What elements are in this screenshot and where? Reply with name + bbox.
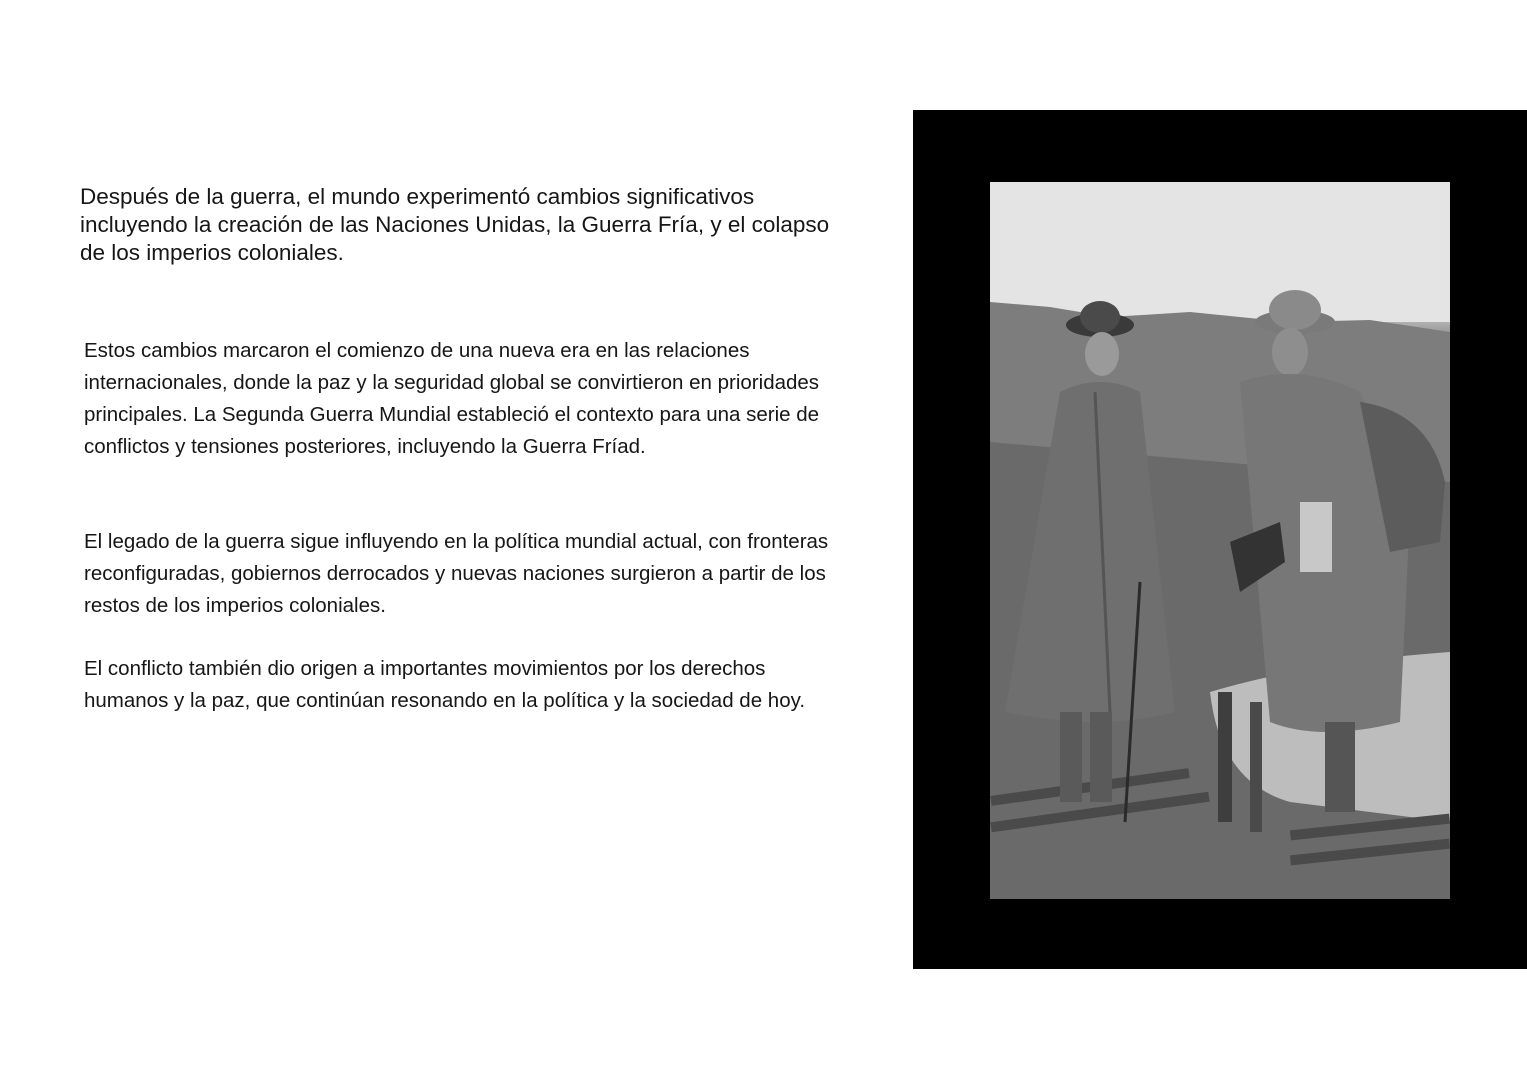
body-paragraph-2: El legado de la guerra sigue influyendo en la política mundial actual, con fronteras reconfiguradas, gobiernos derrocados y nuevas naciones surgieron a partir de los restos de los imperios coloniales. <box>84 530 829 617</box>
image-frame <box>913 110 1527 969</box>
intro-paragraph: Después de la guerra, el mundo experimentó cambios significativos incluyendo la creación de las Naciones Unidas, la Guerra Fría, y el colapso de los imperios coloniales. <box>80 184 830 265</box>
body-paragraph-1: Estos cambios marcaron el comienzo de una nueva era en las relaciones internacionales, donde la paz y la seguridad global se convirtieron en prioridades principales. La Segunda Guerra Mundial estableció el contexto para una serie de conflictos y tensiones posteriores, incluyendo la Guerra Fríad. <box>84 339 820 458</box>
body-paragraph-3: El conflicto también dio origen a importantes movimientos por los derechos humanos y la paz, que continúan resonando en la política y la sociedad de hoy. <box>84 657 806 712</box>
soldiers-photo <box>990 182 1450 899</box>
photo-illustration <box>990 182 1450 899</box>
